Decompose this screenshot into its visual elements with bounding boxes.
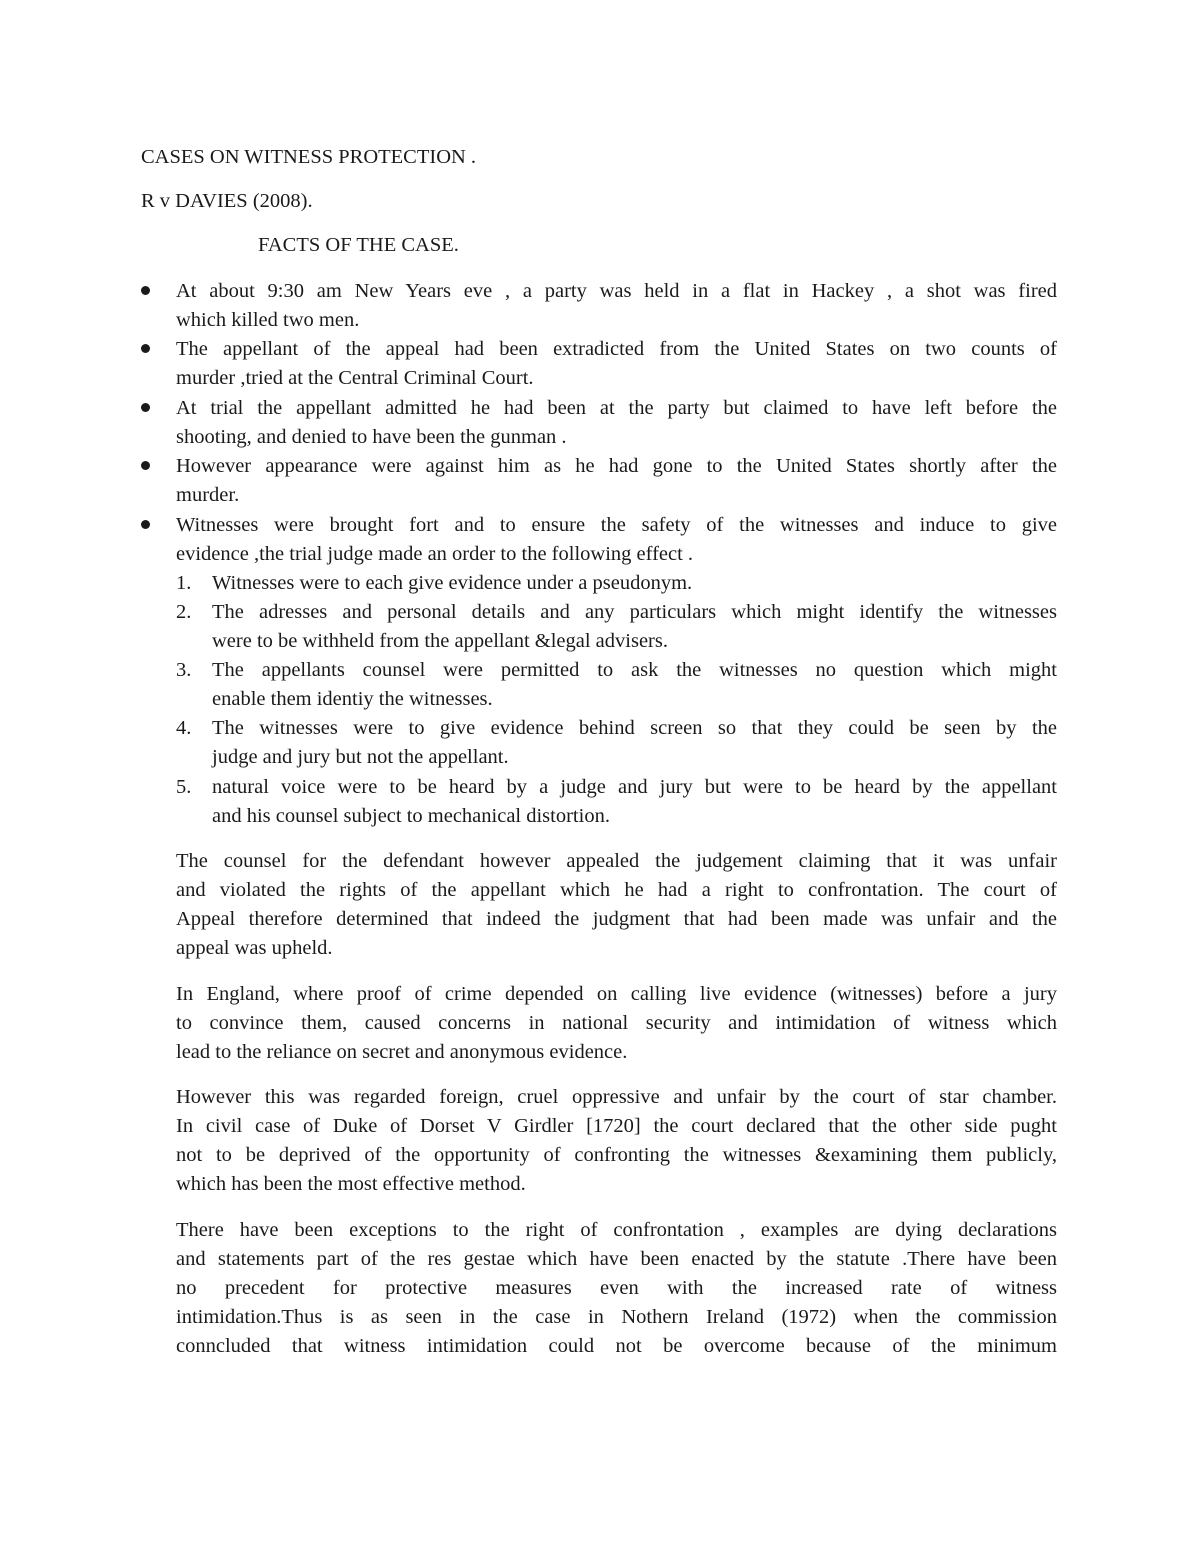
list-number: 4. — [176, 717, 192, 739]
bullet-text: shooting, and denied to have been the gunman . — [176, 426, 567, 448]
facts-heading: FACTS OF THE CASE. — [258, 234, 459, 256]
paragraph-line: appeal was upheld. — [176, 937, 333, 959]
bullet-text: murder ,tried at the Central Criminal Court. — [176, 367, 534, 389]
case-name: R v DAVIES (2008). — [141, 190, 313, 212]
bullet-icon — [141, 461, 150, 470]
paragraph-line: and statements part of the res gestae which have been enacted by the statute .There have been — [176, 1248, 1057, 1270]
paragraph-line: no precedent for protective measures even with the increased rate of witness — [176, 1277, 1057, 1299]
paragraph-line: which has been the most effective method. — [176, 1173, 526, 1195]
paragraph-line: However this was regarded foreign, cruel oppressive and unfair by the court of star chamber. — [176, 1086, 1057, 1108]
list-number: 2. — [176, 601, 192, 623]
paragraph-line: There have been exceptions to the right of confrontation , examples are dying declarations — [176, 1219, 1057, 1241]
list-item-text: The appellants counsel were permitted to ask the witnesses no question which might — [212, 659, 1057, 681]
list-item-text: enable them identiy the witnesses. — [212, 688, 493, 710]
list-item-text: The witnesses were to give evidence behind screen so that they could be seen by the — [212, 717, 1057, 739]
bullet-icon — [141, 286, 150, 295]
list-number: 1. — [176, 572, 192, 594]
bullet-text: Witnesses were brought fort and to ensure the safety of the witnesses and induce to give — [176, 514, 1057, 536]
list-item-text: and his counsel subject to mechanical distortion. — [212, 805, 610, 827]
paragraph-line: lead to the reliance on secret and anonymous evidence. — [176, 1041, 628, 1063]
paragraph-line: intimidation.Thus is as seen in the case in Nothern Ireland (1972) when the commission — [176, 1306, 1057, 1328]
list-item-text: natural voice were to be heard by a judge and jury but were to be heard by the appellant — [212, 776, 1057, 798]
paragraph-line: not to be deprived of the opportunity of confronting the witnesses &examining them publicly, — [176, 1144, 1057, 1166]
paragraph-line: In England, where proof of crime depended on calling live evidence (witnesses) before a jury — [176, 983, 1057, 1005]
list-item-text: The adresses and personal details and any particulars which might identify the witnesses — [212, 601, 1057, 623]
paragraph-line: Appeal therefore determined that indeed the judgment that had been made was unfair and the — [176, 908, 1057, 930]
paragraph-line: and violated the rights of the appellant which he had a right to confrontation. The court of — [176, 879, 1057, 901]
bullet-text: evidence ,the trial judge made an order to the following effect . — [176, 543, 694, 565]
list-number: 3. — [176, 659, 192, 681]
bullet-text: murder. — [176, 484, 240, 506]
bullet-text: At trial the appellant admitted he had been at the party but claimed to have left before the — [176, 397, 1057, 419]
bullet-text: At about 9:30 am New Years eve , a party was held in a flat in Hackey , a shot was fired — [176, 280, 1057, 302]
list-item-text: Witnesses were to each give evidence under a pseudonym. — [212, 572, 693, 594]
list-number: 5. — [176, 776, 192, 798]
paragraph-line: to convince them, caused concerns in national security and intimidation of witness which — [176, 1012, 1057, 1034]
paragraph-line: In civil case of Duke of Dorset V Girdler [1720] the court declared that the other side pught — [176, 1115, 1057, 1137]
bullet-text: The appellant of the appeal had been extradicted from the United States on two counts of — [176, 338, 1057, 360]
list-item-text: judge and jury but not the appellant. — [212, 746, 509, 768]
bullet-icon — [141, 344, 150, 353]
paragraph-line: The counsel for the defendant however appealed the judgement claiming that it was unfair — [176, 850, 1057, 872]
bullet-text: which killed two men. — [176, 309, 360, 331]
document-title: CASES ON WITNESS PROTECTION . — [141, 146, 477, 168]
bullet-text: However appearance were against him as he had gone to the United States shortly after the — [176, 455, 1057, 477]
bullet-icon — [141, 520, 150, 529]
paragraph-line: conncluded that witness intimidation could not be overcome because of the minimum — [176, 1335, 1057, 1357]
bullet-icon — [141, 403, 150, 412]
list-item-text: were to be withheld from the appellant &legal advisers. — [212, 630, 668, 652]
